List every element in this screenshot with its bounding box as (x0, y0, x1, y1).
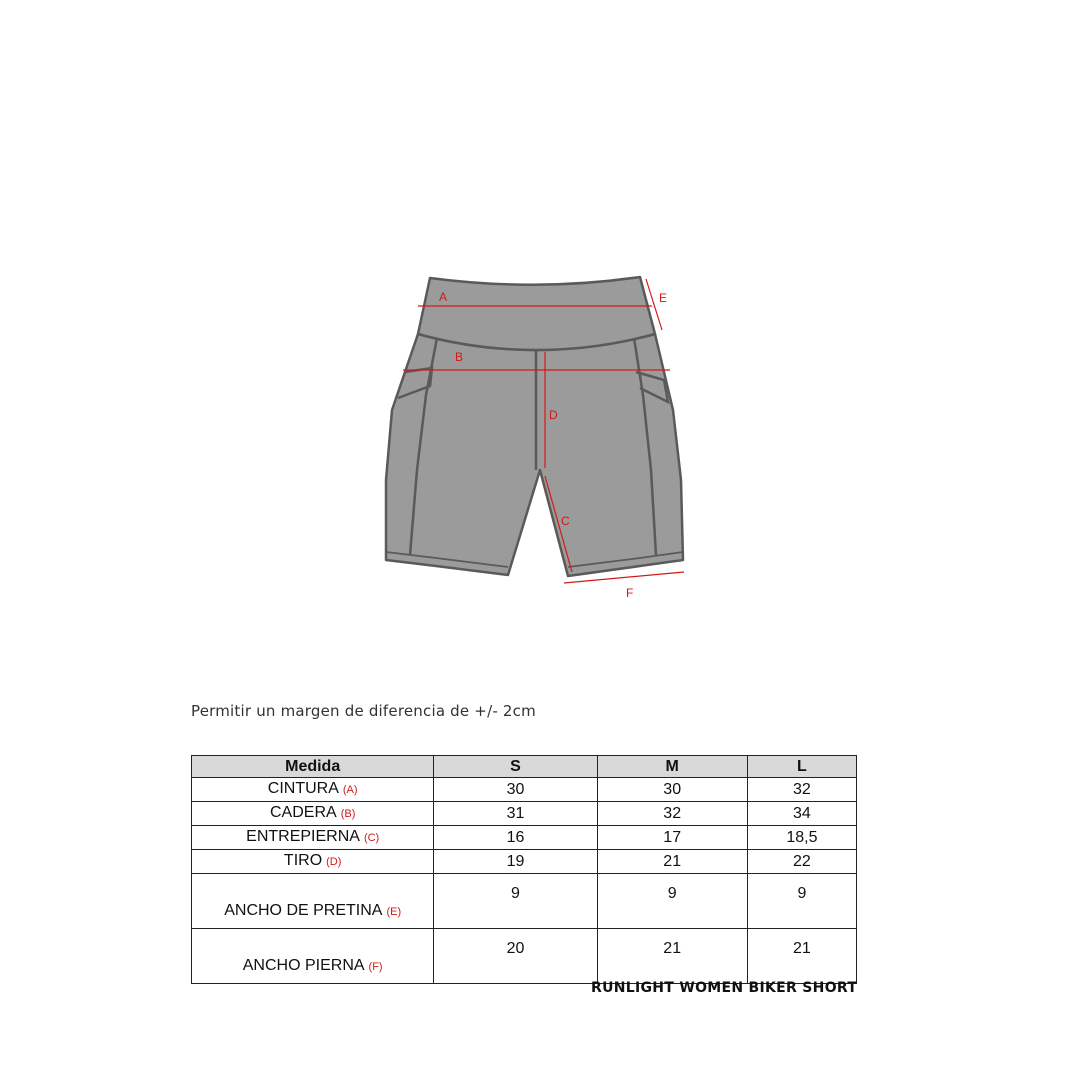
value-l: 34 (747, 802, 856, 826)
measure-label-a: A (439, 290, 448, 304)
row-label (192, 802, 434, 826)
value-m: 21 (597, 850, 747, 874)
table-row (192, 826, 857, 850)
row-label (192, 929, 434, 984)
table-header-row (192, 756, 857, 778)
value-s: 31 (434, 802, 597, 826)
table-row (192, 874, 857, 929)
measure-label-c: C (561, 514, 570, 528)
value-l: 9 (747, 874, 856, 929)
header-size-l: L (747, 756, 856, 778)
row-label (192, 874, 434, 929)
table-row (192, 778, 857, 802)
measure-code: (C) (363, 832, 380, 844)
measure-code: (E) (386, 906, 402, 918)
value-s: 20 (434, 929, 597, 984)
measure-label-e: E (659, 291, 668, 305)
product-name: RUNLIGHT WOMEN BIKER SHORT (591, 980, 858, 996)
value-s: 16 (434, 826, 597, 850)
row-label (192, 826, 434, 850)
value-m: 30 (597, 778, 747, 802)
measure-label-b: B (455, 350, 464, 364)
measure-label-f: F (626, 586, 634, 600)
value-m: 9 (597, 874, 747, 929)
measure-code: (D) (326, 856, 342, 868)
measure-name: ANCHO DE PRETINA (224, 902, 383, 919)
value-m: 32 (597, 802, 747, 826)
measure-name: CINTURA (267, 780, 339, 797)
measure-name: CADERA (270, 804, 337, 821)
header-medida: Medida (192, 756, 434, 778)
waistband (418, 277, 655, 350)
measure-name: TIRO (283, 852, 323, 869)
row-label (192, 850, 434, 874)
value-s: 30 (434, 778, 597, 802)
header-size-m: M (597, 756, 747, 778)
value-l: 18,5 (747, 826, 856, 850)
measure-label-d: D (549, 408, 558, 422)
value-m: 17 (597, 826, 747, 850)
table-row (192, 929, 857, 984)
header-size-s: S (434, 756, 597, 778)
table-row (192, 850, 857, 874)
measure-code: (F) (368, 961, 383, 973)
size-table (191, 755, 857, 984)
value-l: 21 (747, 929, 856, 984)
measure-name: ANCHO PIERNA (242, 957, 365, 974)
tolerance-note: Permitir un margen de diferencia de +/- 2cm (191, 702, 536, 720)
value-m: 21 (597, 929, 747, 984)
table-row (192, 802, 857, 826)
measure-code: (A) (342, 784, 358, 796)
row-label (192, 778, 434, 802)
value-s: 19 (434, 850, 597, 874)
measure-name: ENTREPIERNA (246, 828, 360, 845)
value-l: 32 (747, 778, 856, 802)
measure-code: (B) (340, 808, 356, 820)
value-l: 22 (747, 850, 856, 874)
value-s: 9 (434, 874, 597, 929)
